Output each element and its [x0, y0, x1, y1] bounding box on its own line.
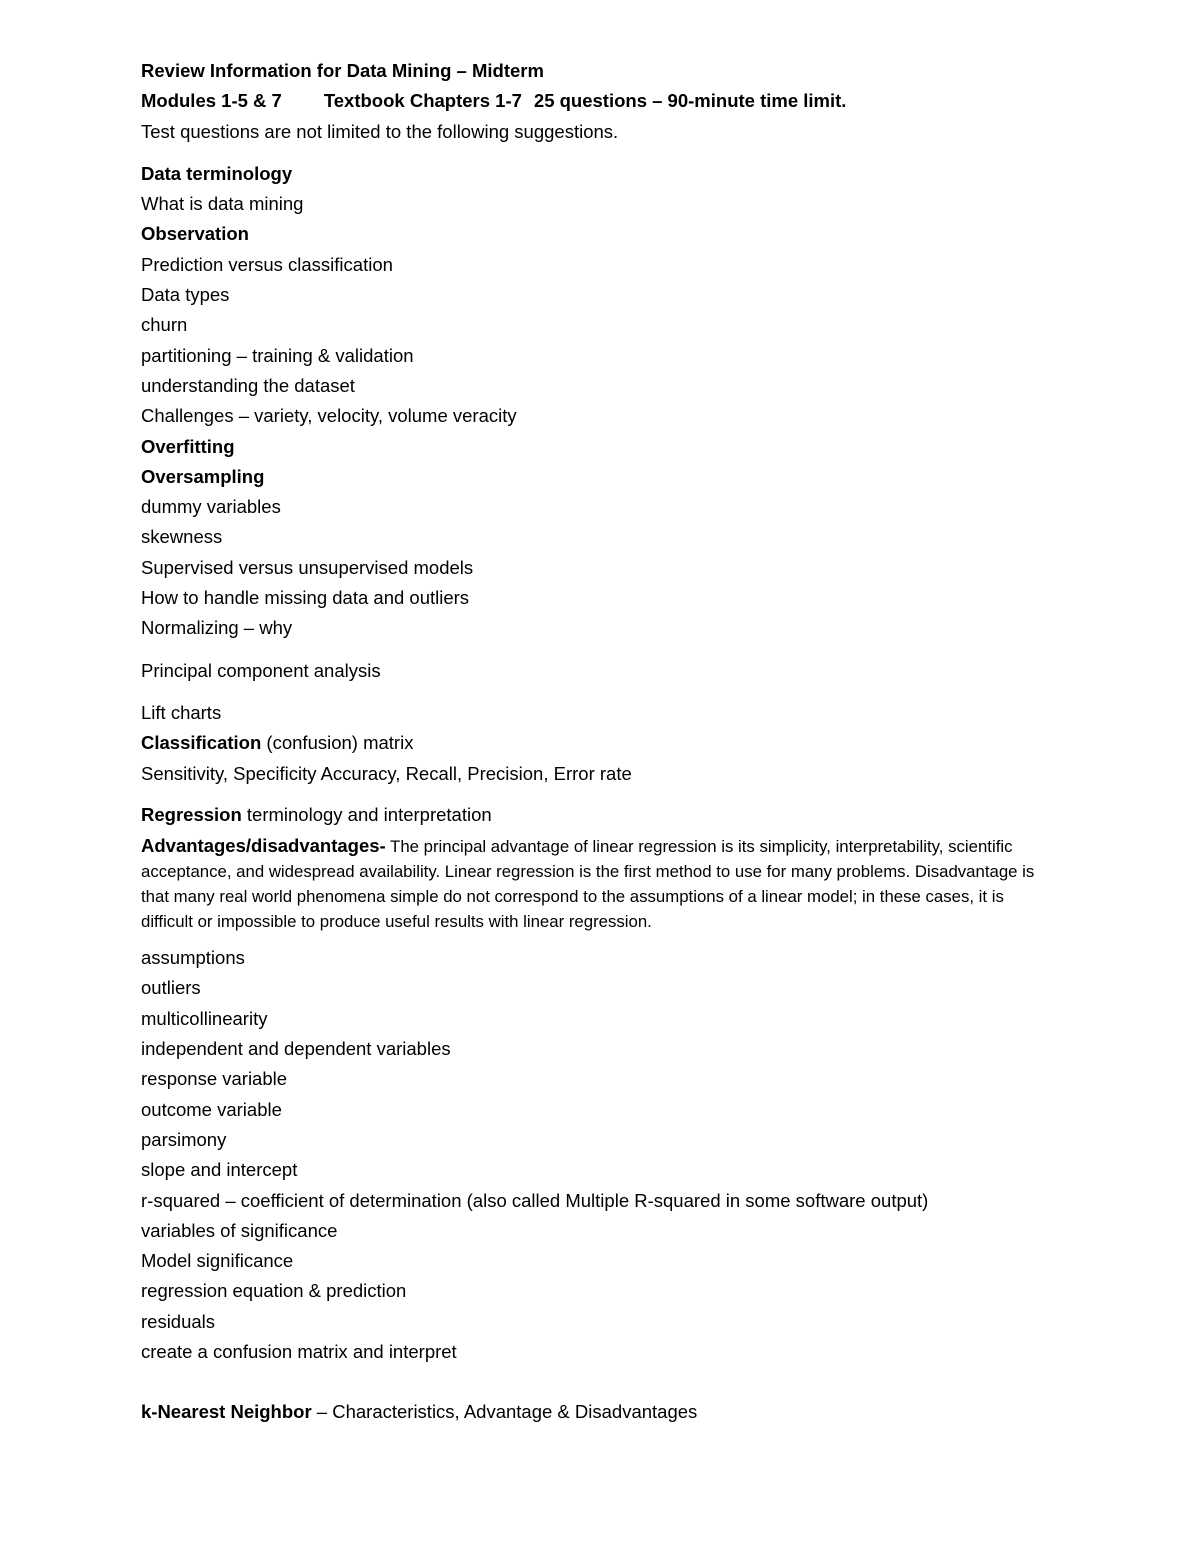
list-item: independent and dependent variables	[141, 1038, 451, 1060]
modules-text: Modules 1-5 & 7	[141, 90, 282, 112]
list-item: What is data mining	[141, 193, 304, 215]
list-item: assumptions	[141, 947, 245, 969]
knn-heading	[141, 1397, 1061, 1427]
knn-heading-bold: k-Nearest Neighbor	[141, 1401, 312, 1423]
list-item: r-squared – coefficient of determination (also called Multiple R-squared in some software output)	[141, 1189, 929, 1211]
metrics-item: Sensitivity, Specificity Accuracy, Recall, Precision, Error rate	[141, 762, 632, 784]
list-item: Oversampling	[141, 465, 265, 487]
list-item: Prediction versus classification	[141, 253, 393, 275]
knn-heading-rest: – Characteristics, Advantage & Disadvantages	[311, 1401, 698, 1423]
advantages-paragraph	[141, 833, 1056, 934]
confusion-matrix-bold: Classification	[141, 732, 262, 754]
list-item: understanding the dataset	[141, 374, 355, 396]
disclaimer-note: Test questions are not limited to the following suggestions.	[141, 120, 619, 142]
document-page	[141, 56, 1061, 1428]
document-title: Review Information for Data Mining – Midterm	[141, 60, 544, 81]
list-item: Overfitting	[141, 435, 235, 457]
list-item: Data types	[141, 284, 230, 306]
list-item: churn	[141, 314, 188, 336]
list-item: Normalizing – why	[141, 617, 293, 639]
list-item: skewness	[141, 526, 223, 548]
confusion-matrix-item	[141, 728, 1061, 758]
regression-list	[141, 943, 1061, 1367]
list-item: dummy variables	[141, 496, 281, 518]
chapters-text: Textbook Chapters 1-7	[323, 90, 522, 112]
list-item: Challenges – variety, velocity, volume veracity	[141, 405, 517, 427]
data-terminology-list	[141, 189, 1061, 643]
list-item: outliers	[141, 977, 201, 999]
exam-info-line	[141, 86, 1061, 116]
lift-charts-item: Lift charts	[141, 701, 222, 723]
section-heading-data-terminology: Data terminology	[141, 162, 293, 184]
list-item: How to handle missing data and outliers	[141, 587, 470, 609]
list-item: partitioning – training & validation	[141, 344, 414, 366]
list-item: Supervised versus unsupervised models	[141, 556, 474, 578]
list-item: parsimony	[141, 1128, 227, 1150]
regression-heading-bold: Regression	[141, 803, 242, 825]
list-item: create a confusion matrix and interpret	[141, 1340, 457, 1362]
list-item: Observation	[141, 223, 249, 245]
section-heading-regression	[141, 800, 1061, 830]
list-item: residuals	[141, 1310, 216, 1332]
list-item: regression equation & prediction	[141, 1280, 407, 1302]
list-item: multicollinearity	[141, 1007, 268, 1029]
list-item: outcome variable	[141, 1098, 282, 1120]
questions-text: 25 questions – 90-minute time limit.	[533, 90, 847, 112]
list-item: Model significance	[141, 1250, 294, 1272]
advantages-label: Advantages/disadvantages-	[141, 835, 386, 857]
list-item: slope and intercept	[141, 1159, 298, 1181]
confusion-matrix-rest: (confusion) matrix	[261, 732, 414, 754]
advantages-text: The principal advantage of linear regression is its simplicity, interpretability, scientific acceptance, and widespread availability. Linear regression is the first method to use for many problems. Disadvantage is that many real world phenomena simple do not correspond to the assumptions of a linear model; in these cases, it is difficult or impossible to produce useful results with linear regression.	[141, 837, 1035, 932]
pca-item: Principal component analysis	[141, 659, 381, 681]
list-item: response variable	[141, 1068, 288, 1090]
list-item: variables of significance	[141, 1219, 338, 1241]
regression-heading-rest: terminology and interpretation	[241, 803, 492, 825]
